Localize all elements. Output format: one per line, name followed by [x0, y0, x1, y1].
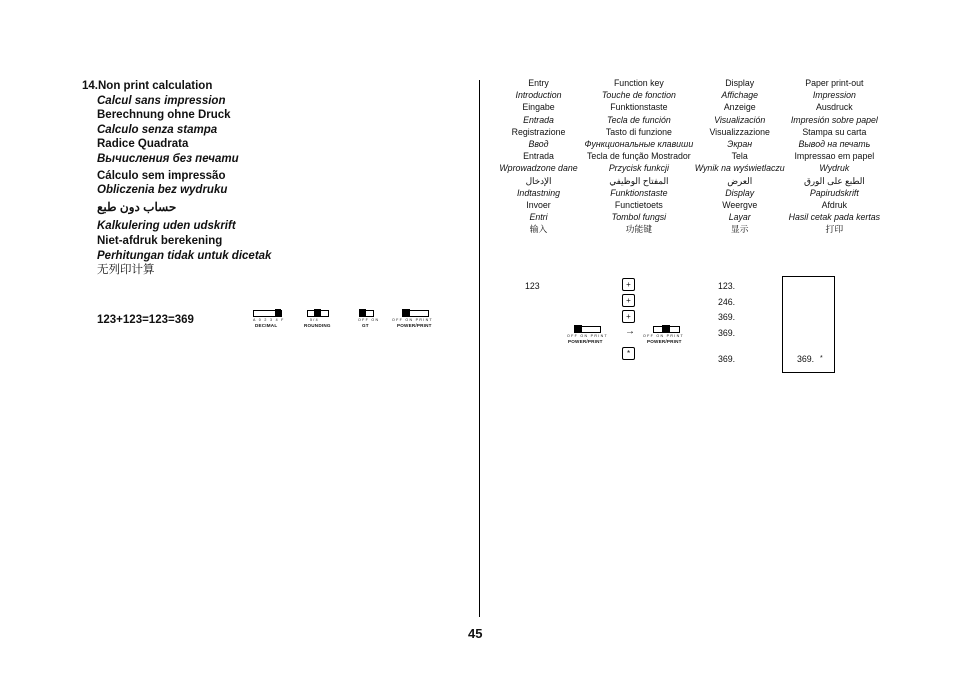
- page-number: 45: [468, 626, 483, 641]
- legend-cell: Layar: [728, 212, 751, 223]
- legend-cell: Visualización: [714, 114, 766, 125]
- plus-key-1: +: [622, 278, 635, 291]
- legend-cell: 功能键: [625, 224, 653, 235]
- legend-row: [494, 101, 884, 113]
- decimal-switch-label: DECIMAL: [255, 323, 278, 328]
- translation-zh: 无列印计算: [97, 264, 155, 277]
- legend-row: [494, 150, 884, 162]
- legend-row: [494, 114, 884, 126]
- power-print-switch-ticks: OFF ON PRINT: [392, 318, 433, 322]
- legend-row: [494, 126, 884, 138]
- legend-cell: الإدخال: [525, 175, 552, 186]
- translation-nl: Niet-afdruk berekening: [97, 234, 223, 247]
- legend-cell: Entrada: [523, 114, 554, 125]
- legend-cell: Functietoets: [614, 200, 663, 211]
- paper-value: 369.: [797, 354, 815, 364]
- legend-cell: Impressao em papel: [794, 151, 875, 162]
- legend-cell: Tasto di funzione: [605, 126, 672, 137]
- translation-it: Calculo senza stampa: [97, 123, 218, 136]
- decimal-switch-knob: [275, 309, 281, 316]
- column-divider: [479, 80, 480, 617]
- legend-cell: Impression: [812, 90, 856, 101]
- legend-cell: Display: [725, 78, 755, 88]
- legend-cell: Hasil cetak pada kertas: [788, 212, 881, 223]
- legend-row: [494, 187, 884, 199]
- power-switch-after-label: POWER/PRINT: [647, 339, 682, 344]
- legend-row: [494, 175, 884, 187]
- translation-ru: Вычисления без печати: [97, 152, 239, 165]
- legend-row: [494, 89, 884, 101]
- legend-cell: Tela: [731, 151, 748, 162]
- display-value-1: 123.: [718, 281, 736, 291]
- legend-row: [494, 77, 884, 89]
- power-print-switch-label: POWER/PRINT: [397, 323, 432, 328]
- legend-cell: Touche de fonction: [601, 90, 676, 101]
- legend-cell: Function key: [613, 78, 664, 88]
- legend-row: [494, 211, 884, 223]
- gt-switch-label: GT: [362, 323, 369, 328]
- legend-cell: Entrada: [523, 151, 554, 162]
- legend-cell: Ausdruck: [816, 102, 853, 113]
- legend-cell: الطبع على الورق: [803, 175, 865, 186]
- legend-cell: Paper print-out: [805, 78, 864, 88]
- legend-cell: Ввод: [528, 139, 549, 150]
- plus-key-2: +: [622, 294, 635, 307]
- plus-key-3: +: [622, 310, 635, 323]
- translation-fr: Calcul sans impression: [97, 94, 226, 107]
- power-switch-before-label: POWER/PRINT: [568, 339, 603, 344]
- legend-cell: Wydruk: [819, 163, 850, 174]
- legend-cell: Функциональные клавиши: [584, 139, 694, 150]
- power-print-switch-knob: [402, 309, 410, 316]
- rounding-switch-ticks: 5/4: [310, 318, 319, 322]
- legend-table-body: [494, 77, 884, 236]
- gt-switch-ticks: OFF ON: [358, 318, 380, 322]
- legend-cell: Wprowadzone dane: [499, 163, 578, 174]
- legend-cell: العرض: [727, 175, 753, 186]
- legend-cell: المفتاح الوظيفي: [609, 175, 669, 186]
- legend-cell: Weergve: [722, 200, 758, 211]
- legend-cell: Stampa su carta: [802, 126, 867, 137]
- display-value-4: 369.: [718, 328, 736, 338]
- translation-de: Berechnung ohne Druck: [97, 109, 231, 122]
- legend-cell: Indtastning: [516, 187, 561, 198]
- calculation-example: 123+123=123=369: [97, 314, 194, 326]
- power-switch-before-ticks: OFF ON PRINT: [567, 334, 608, 338]
- display-value-5: 369.: [718, 354, 736, 364]
- legend-cell: 显示: [730, 224, 749, 235]
- legend-cell: Introduction: [515, 90, 562, 101]
- legend-cell: Tecla de função Mostrador: [587, 151, 691, 162]
- rounding-switch-label: ROUNDING: [304, 323, 331, 328]
- total-key: *: [622, 347, 635, 360]
- section-title: 14.Non print calculation: [82, 80, 213, 92]
- legend-cell: Display: [725, 187, 755, 198]
- legend-row: [494, 223, 884, 235]
- display-value-3: 369.: [718, 312, 736, 322]
- translation-pl: Obliczenia bez wydruku: [97, 184, 228, 197]
- legend-cell: Anzeige: [723, 102, 756, 113]
- legend-cell: Papirudskrift: [809, 187, 859, 198]
- legend-cell: Экран: [727, 139, 753, 150]
- legend-cell: 打印: [825, 224, 844, 235]
- legend-cell: Affichage: [721, 90, 759, 101]
- translation-it-2: Radice Quadrata: [97, 138, 189, 151]
- translation-pt: Cálculo sem impressão: [97, 169, 226, 182]
- translation-da: Kalkulering uden udskrift: [97, 220, 236, 233]
- legend-cell: Funktionstaste: [610, 187, 668, 198]
- legend-cell: Tombol fungsi: [611, 212, 667, 223]
- legend-cell: Funktionstaste: [610, 102, 668, 113]
- legend-table: [494, 77, 884, 236]
- legend-cell: Invoer: [526, 200, 551, 211]
- power-switch-after-ticks: OFF ON PRINT: [643, 334, 684, 338]
- rounding-switch-knob: [314, 309, 321, 316]
- paper-printout: [782, 276, 835, 373]
- translation-id: Perhitungan tidak untuk dicetak: [97, 249, 272, 262]
- legend-cell: Entry: [528, 78, 549, 88]
- legend-cell: Przycisk funkcji: [608, 163, 669, 174]
- power-switch-before-knob: [574, 325, 582, 332]
- translation-ar-line: [82, 200, 462, 216]
- section-heading-block: [82, 79, 462, 278]
- legend-cell: 输入: [529, 224, 548, 235]
- gt-switch-knob: [359, 309, 366, 316]
- legend-cell: Wynik na wyświetlaczu: [694, 163, 785, 174]
- arrow-icon: →: [625, 326, 635, 337]
- translation-ar: حساب دون طبع: [97, 199, 177, 214]
- display-value-2: 246.: [718, 297, 736, 307]
- legend-cell: Impresión sobre papel: [790, 114, 878, 125]
- decimal-switch-ticks: A 0 2 3 4 F: [253, 318, 285, 322]
- legend-cell: Entri: [529, 212, 548, 223]
- legend-row: [494, 138, 884, 150]
- legend-cell: Afdruk: [821, 200, 848, 211]
- entry-value: 123: [525, 281, 540, 291]
- legend-row: [494, 162, 884, 174]
- legend-cell: Eingabe: [522, 102, 555, 113]
- legend-cell: Visualizzazione: [709, 126, 770, 137]
- legend-cell: Registrazione: [511, 126, 566, 137]
- power-switch-after-knob: [662, 325, 670, 332]
- legend-cell: Вывод на печать: [798, 139, 871, 150]
- legend-row: [494, 199, 884, 211]
- asterisk-symbol: *: [820, 355, 823, 362]
- legend-cell: Tecla de función: [607, 114, 671, 125]
